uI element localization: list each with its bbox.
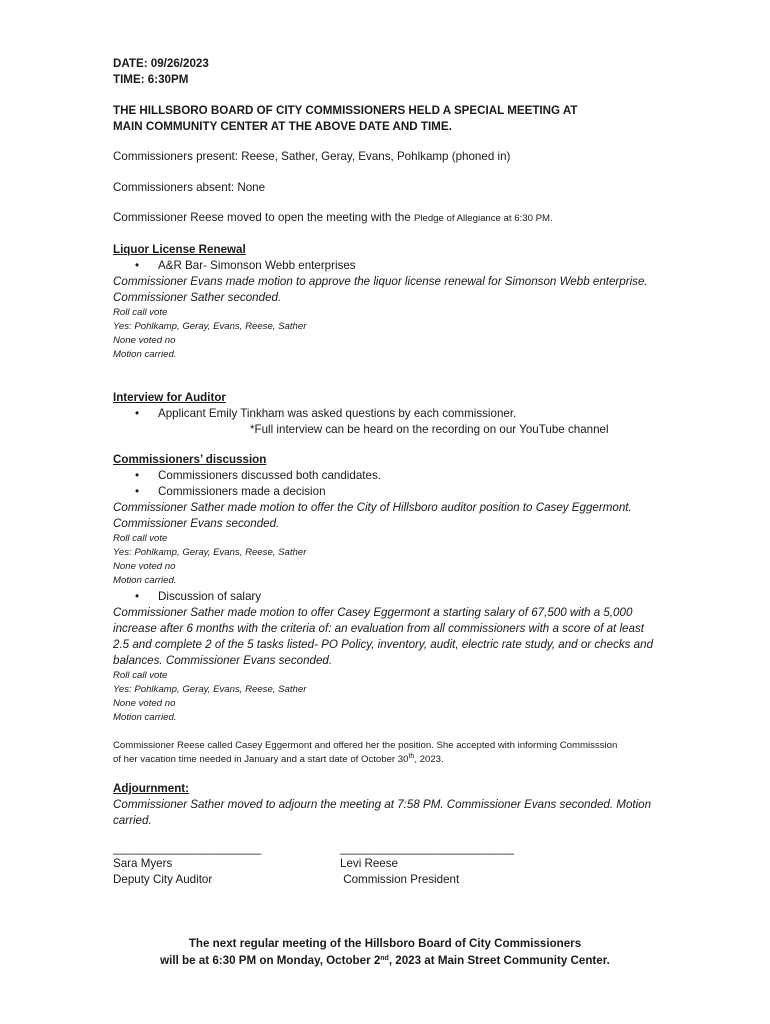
salary-yes-votes: Yes: Pohlkamp, Geray, Evans, Reese, Sather: [113, 683, 307, 695]
salary-no-votes: None voted no: [113, 698, 176, 710]
minutes-document: [113, 56, 658, 888]
salary-motion-line-3: 2.5 and complete 2 of the 5 tasks listed- PO Policy, inventory, audit, electric rate study, and or checks and: [113, 637, 654, 651]
opening-statement-pledge: Pledge of Allegiance at 6:30 PM.: [413, 213, 553, 224]
opening-statement: [113, 210, 658, 227]
signer-right-name: Levi Reese: [340, 857, 399, 871]
liquor-yes-votes: Yes: Pohlkamp, Geray, Evans, Reese, Sather: [113, 320, 307, 332]
next-meeting-line-1: The next regular meeting of the Hillsboro Board of City Commissioners: [188, 937, 582, 950]
meeting-time: TIME: 6:30PM: [113, 73, 189, 86]
liquor-license-heading: Liquor License Renewal: [113, 242, 246, 256]
interview-heading: Interview for Auditor: [113, 391, 226, 405]
next-meeting-line-2-end: , 2023 at Main Street Community Center.: [388, 954, 610, 967]
discussion-heading: Commissioners’ discussion: [113, 452, 267, 466]
liquor-license-bullet: • A&R Bar- Simonson Webb enterprises: [113, 258, 658, 274]
liquor-no-votes: None voted no: [113, 334, 176, 346]
salary-motion-line-2: increase after 6 months with the criteria of: an evaluation from all commissioners with a score of at least: [113, 621, 644, 635]
liquor-motion-line-2: Commissioner Sather seconded.: [113, 290, 282, 304]
liquor-roll-call: Roll call vote: [113, 306, 168, 318]
discussion-motion-line-1: Commissioner Sather made motion to offer the City of Hillsboro auditor position to Casey Eggermont.: [113, 500, 632, 514]
offer-line-2-end: , 2023.: [414, 754, 444, 766]
adjournment-heading: Adjournment:: [113, 781, 189, 795]
interview-note: *Full interview can be heard on the recording on our YouTube channel: [250, 423, 609, 437]
signature-titles: [113, 872, 658, 888]
offer-line-2-text: of her vacation time needed in January and a start date of October 30: [113, 754, 409, 766]
discussion-roll-call: Roll call vote: [113, 532, 168, 544]
salary-motion-line-4: balances. Commissioner Evans seconded.: [113, 653, 333, 667]
signature-names: [113, 856, 658, 872]
liquor-motion-line-1: Commissioner Evans made motion to approve the liquor license renewal for Simonson Webb enterprise.: [113, 274, 648, 288]
signature-lines: [113, 842, 658, 856]
discussion-bullet-2: • Commissioners made a decision: [113, 484, 658, 500]
salary-bullet: • Discussion of salary: [113, 589, 658, 605]
discussion-bullet-1: • Commissioners discussed both candidates.: [113, 468, 658, 484]
next-meeting-superscript: nd: [380, 955, 389, 962]
next-meeting-notice: [0, 935, 770, 969]
opening-statement-main: Commissioner Reese moved to open the meeting with the: [113, 211, 414, 224]
offer-line-2: [113, 753, 658, 767]
salary-roll-call: Roll call vote: [113, 669, 168, 681]
offer-line-1: Commissioner Reese called Casey Eggermont and offered her the position. She accepted with informing Commisssion: [113, 739, 618, 751]
adjournment-line-2: carried.: [113, 813, 152, 827]
salary-motion-carried: Motion carried.: [113, 712, 177, 724]
meeting-date: DATE: 09/26/2023: [113, 57, 209, 70]
adjournment-line-1: Commissioner Sather moved to adjourn the meeting at 7:58 PM. Commissioner Evans seconded. Motion: [113, 797, 652, 811]
salary-motion-line-1: Commissioner Sather made motion to offer Casey Eggermont a starting salary of 67,500 with a 5,000: [113, 605, 633, 619]
signature-line-left: _______________________: [113, 842, 262, 856]
next-meeting-line-2: [0, 952, 770, 969]
signature-line-right: ___________________________: [340, 842, 515, 856]
signer-right-title: Commission President: [340, 873, 460, 887]
signer-left-title: Deputy City Auditor: [113, 873, 213, 887]
discussion-motion-line-2: Commissioner Evans seconded.: [113, 516, 280, 530]
liquor-motion-carried: Motion carried.: [113, 349, 177, 361]
discussion-no-votes: None voted no: [113, 561, 176, 573]
next-meeting-line-2-text: will be at 6:30 PM on Monday, October 2: [160, 954, 381, 967]
interview-bullet: • Applicant Emily Tinkham was asked questions by each commissioner.: [113, 406, 658, 422]
commissioners-present: Commissioners present: Reese, Sather, Geray, Evans, Pohlkamp (phoned in): [113, 150, 511, 163]
discussion-motion-carried: Motion carried.: [113, 575, 177, 587]
discussion-yes-votes: Yes: Pohlkamp, Geray, Evans, Reese, Sather: [113, 547, 307, 559]
offer-line-2-superscript: th: [408, 753, 415, 761]
commissioners-absent: Commissioners absent: None: [113, 180, 266, 194]
signer-left-name: Sara Myers: [113, 857, 173, 871]
meeting-title-line-1: THE HILLSBORO BOARD OF CITY COMMISSIONERS HELD A SPECIAL MEETING AT: [113, 103, 578, 117]
meeting-title-line-2: MAIN COMMUNITY CENTER AT THE ABOVE DATE AND TIME.: [113, 119, 452, 133]
